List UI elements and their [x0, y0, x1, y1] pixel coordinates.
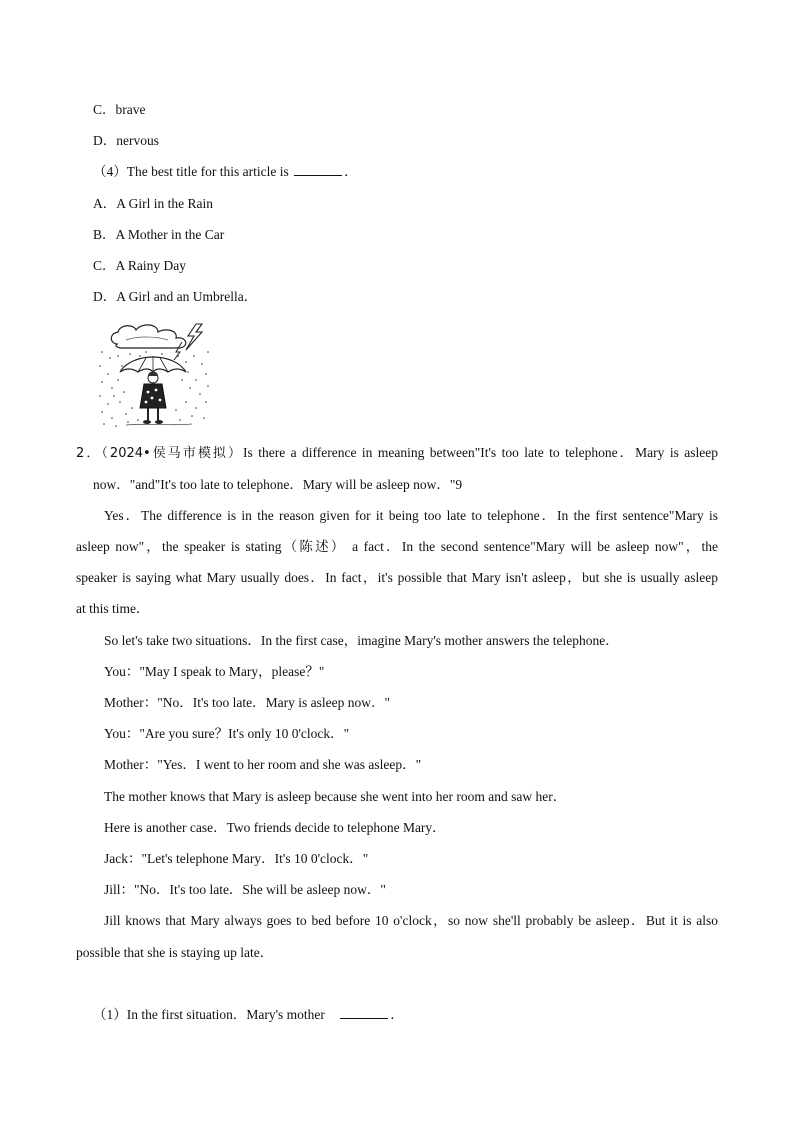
sub-question-4-end: ． [344, 164, 358, 179]
passage-dialogue-line: Jill："No．It's too late．She will be asleep now．" [104, 882, 386, 897]
sub4-option-a: A．A Girl in the Rain [93, 196, 213, 211]
question-2-line-2: now．"and"It's too late to telephone．Mary will be asleep now．"9 [93, 477, 463, 492]
question-2-stem: Is there a difference in meaning between"It's too late to telephone．Mary is asleep [243, 445, 719, 460]
sub4-option-b: B．A Mother in the Car [93, 227, 225, 242]
option-d: D．nervous [93, 133, 159, 148]
sub4-option-c: C．A Rainy Day [93, 258, 186, 273]
option-c: C．brave [93, 102, 146, 117]
sub-question-4 [93, 162, 735, 182]
passage-dialogue-line: Mother："Yes．I went to her room and she was asleep．" [104, 757, 422, 772]
passage-paragraph-last-line-1: Jill knows that Mary always goes to bed before 10 o'clock，so now she'll probably be asleep．But it is also [104, 913, 718, 928]
passage-paragraph-1-line-1: Yes．The difference is in the reason given for it being too late to telephone．In the first sentence"Mary is [104, 508, 718, 523]
question-2-line-1 [76, 443, 718, 464]
passage-dialogue-line: Mother："No．It's too late．Mary is asleep now．" [104, 695, 391, 710]
passage-dialogue-line: You："May I speak to Mary，please？" [104, 664, 325, 679]
passage-paragraph-1-line-2: asleep now"，the speaker is stating（陈述） a fact．In the second sentence"Mary will be asleep now"，the [76, 539, 718, 554]
passage-paragraph-1-line-3: speaker is saying what Mary usually does．In fact，it's possible that Mary isn't asleep，but she is usually asleep [76, 570, 718, 585]
passage-dialogue-line: Here is another case．Two friends decide to telephone Mary． [104, 820, 446, 835]
answer-blank [340, 1005, 388, 1019]
sub-question-1-prompt: （1）In the first situation．Mary's mother [93, 1007, 325, 1022]
sub-question-4-prompt: （4）The best title for this article is [93, 164, 289, 179]
passage-paragraph-last-line-2: possible that she is staying up late． [76, 945, 274, 960]
sub-question-1-end: ． [390, 1007, 404, 1022]
answer-blank [294, 162, 342, 176]
sub-question-1 [93, 1005, 735, 1025]
passage-paragraph-1-line-4: at this time． [76, 601, 150, 616]
passage-dialogue-line: So let's take two situations．In the first case，imagine Mary's mother answers the telephone． [104, 633, 619, 648]
passage-dialogue-line: Jack："Let's telephone Mary．It's 10 0'clock．" [104, 851, 369, 866]
sub4-option-d: D．A Girl and an Umbrella． [93, 289, 258, 304]
passage-dialogue-line: The mother knows that Mary is asleep because she went into her room and saw her． [104, 789, 567, 804]
passage-dialogue-line: You："Are you sure？It's only 10 0'clock．" [104, 726, 350, 741]
question-2-number: 2．（2024•侯马市模拟） [76, 446, 244, 461]
girl-with-umbrella-in-rain-icon [96, 322, 216, 430]
